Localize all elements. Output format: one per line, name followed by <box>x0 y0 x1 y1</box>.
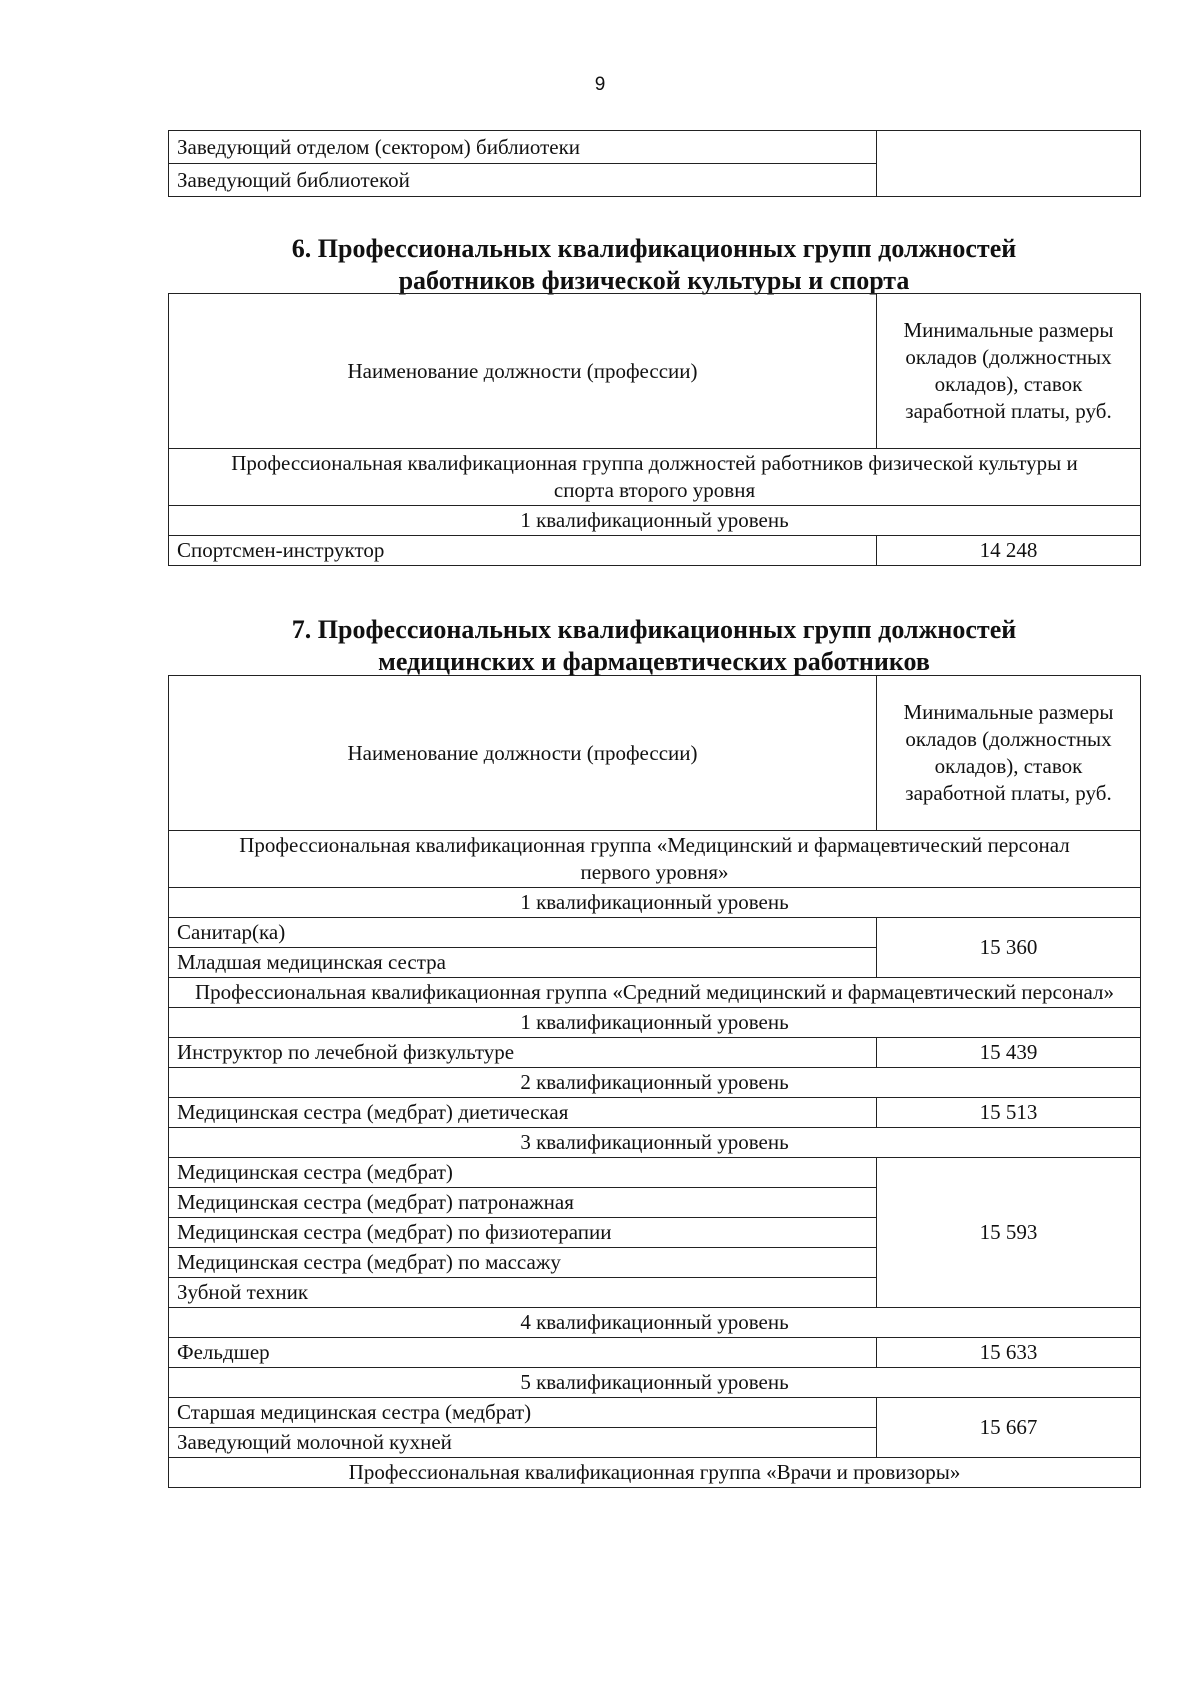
table-header-row <box>169 294 1141 449</box>
qualification-level: 3 квалификационный уровень <box>169 1128 1141 1158</box>
position-name: Медицинская сестра (медбрат) <box>169 1158 877 1188</box>
qualification-group: Профессиональная квалификационная группа «Медицинский и фармацевтический персонал первого уровня» <box>169 831 1141 888</box>
qualification-level: 1 квалификационный уровень <box>169 506 1141 536</box>
position-name: Младшая медицинская сестра <box>169 948 877 978</box>
salary-value: 15 439 <box>877 1038 1141 1068</box>
position-name: Заведующий библиотекой <box>169 164 877 197</box>
salary-value: 14 248 <box>877 536 1141 566</box>
position-name: Инструктор по лечебной физкультуре <box>169 1038 877 1068</box>
salary-value: 15 360 <box>877 918 1141 978</box>
salary-value: 15 667 <box>877 1398 1141 1458</box>
table-row <box>169 536 1141 566</box>
level-row <box>169 888 1141 918</box>
table-row <box>169 1398 1141 1428</box>
level-row <box>169 1308 1141 1338</box>
position-name: Медицинская сестра (медбрат) по массажу <box>169 1248 877 1278</box>
section-7-title <box>168 614 1140 678</box>
continued-table <box>168 130 1141 197</box>
qualification-group: Профессиональная квалификационная группа «Средний медицинский и фармацевтический персонал» <box>169 978 1141 1008</box>
qualification-group: Профессиональная квалификационная группа должностей работников физической культуры и спорта второго уровня <box>169 449 1141 506</box>
qualification-level: 1 квалификационный уровень <box>169 888 1141 918</box>
salary-value: 15 593 <box>877 1158 1141 1308</box>
position-name: Спортсмен-инструктор <box>169 536 877 566</box>
section-7-table <box>168 675 1141 1488</box>
level-row <box>169 1128 1141 1158</box>
qualification-level: 4 квалификационный уровень <box>169 1308 1141 1338</box>
position-name: Медицинская сестра (медбрат) диетическая <box>169 1098 877 1128</box>
table-header-row <box>169 676 1141 831</box>
position-name: Санитар(ка) <box>169 918 877 948</box>
salary-cell-empty <box>877 131 1141 197</box>
column-header-salary: Минимальные размеры окладов (должностных окладов), ставок заработной платы, руб. <box>877 294 1141 449</box>
section-6-table <box>168 293 1141 566</box>
position-name: Фельдшер <box>169 1338 877 1368</box>
position-name: Заведующий отделом (сектором) библиотеки <box>169 131 877 164</box>
table-row <box>169 1338 1141 1368</box>
salary-value: 15 513 <box>877 1098 1141 1128</box>
level-row <box>169 506 1141 536</box>
qualification-level: 2 квалификационный уровень <box>169 1068 1141 1098</box>
qualification-level: 5 квалификационный уровень <box>169 1368 1141 1398</box>
qualification-group: Профессиональная квалификационная группа «Врачи и провизоры» <box>169 1458 1141 1488</box>
group-row <box>169 831 1141 888</box>
section-title-line: работников физической культуры и спорта <box>398 266 910 295</box>
section-title-line: 6. Профессиональных квалификационных групп должностей <box>291 234 1017 263</box>
table-row <box>169 1158 1141 1188</box>
position-name: Старшая медицинская сестра (медбрат) <box>169 1398 877 1428</box>
column-header-name: Наименование должности (профессии) <box>169 294 877 449</box>
section-6-title <box>168 233 1140 297</box>
level-row <box>169 1368 1141 1398</box>
column-header-salary: Минимальные размеры окладов (должностных окладов), ставок заработной платы, руб. <box>877 676 1141 831</box>
section-title-line: медицинских и фармацевтических работников <box>378 647 930 676</box>
page-number: 9 <box>594 74 606 95</box>
table-row <box>169 1038 1141 1068</box>
level-row <box>169 1068 1141 1098</box>
level-row <box>169 1008 1141 1038</box>
group-row <box>169 449 1141 506</box>
column-header-name: Наименование должности (профессии) <box>169 676 877 831</box>
position-name: Заведующий молочной кухней <box>169 1428 877 1458</box>
salary-value: 15 633 <box>877 1338 1141 1368</box>
position-name: Медицинская сестра (медбрат) патронажная <box>169 1188 877 1218</box>
qualification-level: 1 квалификационный уровень <box>169 1008 1141 1038</box>
section-title-line: 7. Профессиональных квалификационных групп должностей <box>291 615 1017 644</box>
group-row <box>169 1458 1141 1488</box>
table-row <box>169 1098 1141 1128</box>
group-row <box>169 978 1141 1008</box>
position-name: Зубной техник <box>169 1278 877 1308</box>
position-name: Медицинская сестра (медбрат) по физиотерапии <box>169 1218 877 1248</box>
table-row <box>169 131 1141 164</box>
table-row <box>169 918 1141 948</box>
